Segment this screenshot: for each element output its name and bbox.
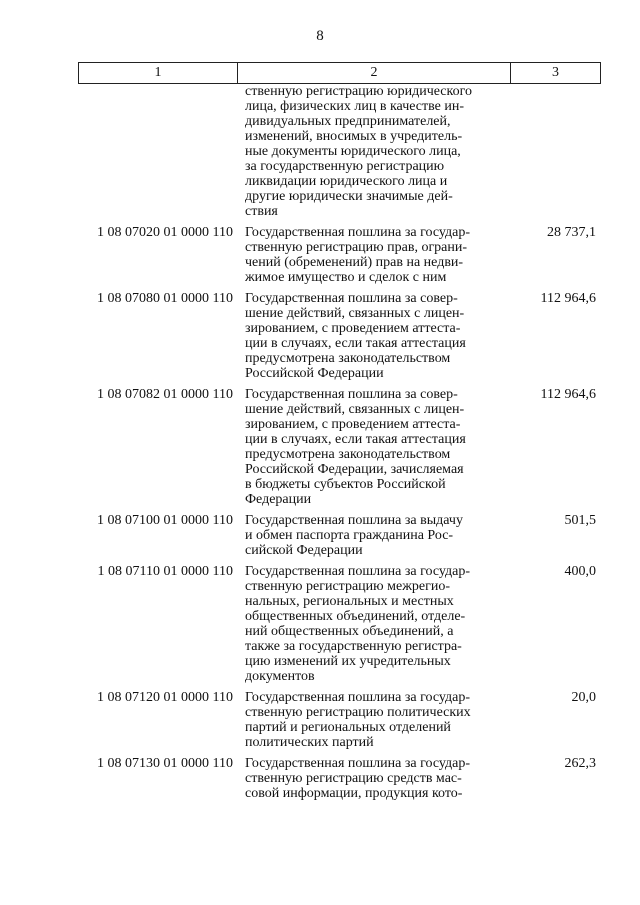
description-line: цию изменений их учредительных — [245, 654, 451, 669]
description-line: также за государственную регистра- — [245, 639, 462, 654]
description-line: ственную регистрацию средств мас- — [245, 771, 462, 786]
description-line: шение действий, связанных с лицен- — [245, 402, 465, 417]
revenue-code: 1 08 07082 01 0000 110 — [97, 387, 233, 402]
revenue-description — [237, 513, 510, 558]
description-line: ции в случаях, если такая аттестация — [245, 336, 466, 351]
description-line: зированием, с проведением аттеста- — [245, 321, 461, 336]
amount-value: 262,3 — [564, 756, 596, 771]
revenue-description — [237, 387, 510, 507]
table-row — [78, 387, 601, 507]
amount-value: 501,5 — [564, 513, 596, 528]
description-line: нальных, региональных и местных — [245, 594, 454, 609]
description-line: ний общественных объединений, а — [245, 624, 454, 639]
table-row — [78, 690, 601, 750]
description-line: ствия — [245, 204, 278, 219]
description-line: жимое имущество и сделок с ним — [245, 270, 447, 285]
page-number: 8 — [316, 28, 324, 44]
revenue-description — [237, 225, 510, 285]
description-line: лица, физических лиц в качестве ин- — [245, 99, 465, 114]
description-line: предусмотрена законодательством — [245, 351, 451, 366]
description-line: зированием, с проведением аттеста- — [245, 417, 461, 432]
description-line: Государственная пошлина за совер- — [245, 387, 458, 402]
description-line: ции в случаях, если такая аттестация — [245, 432, 466, 447]
column-header-3: 3 — [552, 65, 559, 80]
amount-value: 112 964,6 — [540, 291, 596, 306]
description-line: шение действий, связанных с лицен- — [245, 306, 465, 321]
description-line: Государственная пошлина за государ- — [245, 756, 470, 771]
revenue-description — [237, 756, 510, 801]
column-header-2: 2 — [238, 63, 511, 83]
description-line: и обмен паспорта гражданина Рос- — [245, 528, 454, 543]
revenue-code: 1 08 07120 01 0000 110 — [97, 690, 233, 705]
description-line: изменений, вносимых в учредитель- — [245, 129, 463, 144]
table-header — [78, 62, 601, 84]
description-line: Государственная пошлина за выдачу — [245, 513, 463, 528]
description-line: Российской Федерации, зачисляемая — [245, 462, 464, 477]
description-line: предусмотрена законодательством — [245, 447, 451, 462]
revenue-code: 1 08 07100 01 0000 110 — [97, 513, 233, 528]
description-line: за государственную регистрацию — [245, 159, 445, 174]
column-header-1: 1 — [79, 63, 238, 83]
amount-value: 112 964,6 — [540, 387, 596, 402]
description-line: ные документы юридического лица, — [245, 144, 461, 159]
description-line: Российской Федерации — [245, 366, 384, 381]
description-line: ственную регистрацию прав, ограни- — [245, 240, 468, 255]
description-line: сийской Федерации — [245, 543, 363, 558]
description-line: ликвидации юридического лица и — [245, 174, 448, 189]
revenue-code: 1 08 07130 01 0000 110 — [97, 756, 233, 771]
description-line: Государственная пошлина за государ- — [245, 564, 470, 579]
description-line: чений (обременений) прав на недви- — [245, 255, 464, 270]
description-line: Федерации — [245, 492, 312, 507]
table-row — [78, 564, 601, 684]
revenue-description — [237, 690, 510, 750]
description-line: в бюджеты субъектов Российской — [245, 477, 446, 492]
description-line: другие юридически значимые дей- — [245, 189, 453, 204]
table-row — [78, 513, 601, 558]
description-line: дивидуальных предпринимателей, — [245, 114, 451, 129]
table-row — [78, 84, 601, 219]
amount-value: 28 737,1 — [547, 225, 596, 240]
revenue-code: 1 08 07080 01 0000 110 — [97, 291, 233, 306]
table-body — [78, 84, 601, 807]
description-line: общественных объединений, отделе- — [245, 609, 466, 624]
revenue-description — [237, 564, 510, 684]
revenue-description — [237, 84, 510, 219]
description-line: документов — [245, 669, 315, 684]
amount-value: 20,0 — [571, 690, 596, 705]
revenue-description — [237, 291, 510, 381]
table-row — [78, 291, 601, 381]
description-line: совой информации, продукция кото- — [245, 786, 463, 801]
amount-value — [510, 84, 601, 219]
description-line: ственную регистрацию межрегио- — [245, 579, 450, 594]
description-line: Государственная пошлина за государ- — [245, 690, 470, 705]
description-line: Государственная пошлина за совер- — [245, 291, 458, 306]
table-row — [78, 225, 601, 285]
description-line: политических партий — [245, 735, 374, 750]
description-line: Государственная пошлина за государ- — [245, 225, 470, 240]
description-line: партий и региональных отделений — [245, 720, 451, 735]
amount-value: 400,0 — [564, 564, 596, 579]
description-line: ственную регистрацию политических — [245, 705, 471, 720]
table-row — [78, 756, 601, 801]
description-line: ственную регистрацию юридического — [245, 84, 472, 99]
revenue-code: 1 08 07110 01 0000 110 — [97, 564, 233, 579]
revenue-code: 1 08 07020 01 0000 110 — [97, 225, 233, 240]
revenue-code — [78, 84, 237, 219]
